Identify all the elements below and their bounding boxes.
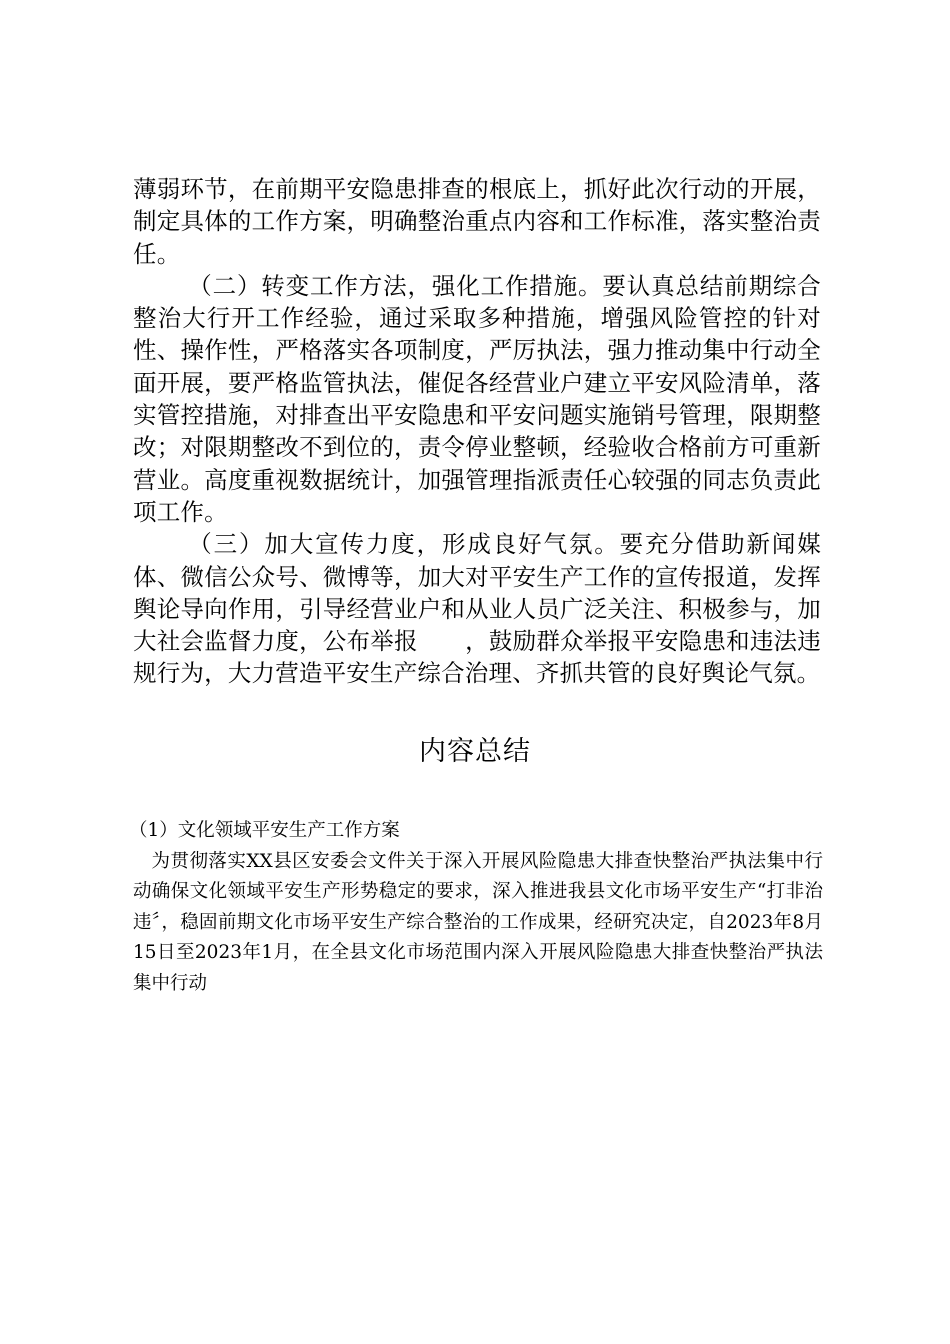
summary-heading: （1）文化领域平安生产工作方案 [129,820,400,841]
paragraph-publicity: （三）加大宣传力度，形成良好气氛。要充分借助新闻媒体、微信公众号、微博等，加大对平安生产工作的宣传报道，发挥舆论导向作用，引导经营业户和从业人员广泛关注、积极参与，加大社会监督力度，公布举报 ，鼓励群众举报平安隐患和违法违规行为，大力营造平安生产综合治理、齐抓共管的良好舆论气氛。 [133,530,821,688]
paragraph-method-measures: （二）转变工作方法，强化工作措施。要认真总结前期综合整治大行开工作经验，通过采取多种措施，增强风险管控的针对性、操作性，严格落实各项制度，严厉执法，强力推动集中行动全面开展，要严格监管执法，催促各经营业户建立平安风险清单，落实管控措施，对排查出平安隐患和平安问题实施销号管理，限期整改；对限期整改不到位的，责令停业整顿，经验收合格前方可重新营业。高度重视数据统计，加强管理指派责任心较强的同志负责此项工作。 [133,271,821,526]
summary-title: 内容总结 [419,736,531,767]
summary-text: 为贯彻落实XX县区安委会文件关于深入开展风险隐患大排查快整治严执法集中行动确保文化领域平安生产形势稳定的要求，深入推进我县文化市场平安生产“打非治违〞，稳固前期文化市场平安生产综合整治的工作成果，经研究决定，自2023年8月15日至2023年1月，在全县文化市场范围内深入开展风险隐患大排查快整治严执法集中行动 [133,850,823,994]
summary-section [129,816,823,1000]
paragraph-continuation: 薄弱环节，在前期平安隐患排查的根底上，抓好此次行动的开展，制定具体的工作方案，明确整治重点内容和工作标准，落实整治责任。 [133,175,821,268]
document-body [133,173,821,690]
